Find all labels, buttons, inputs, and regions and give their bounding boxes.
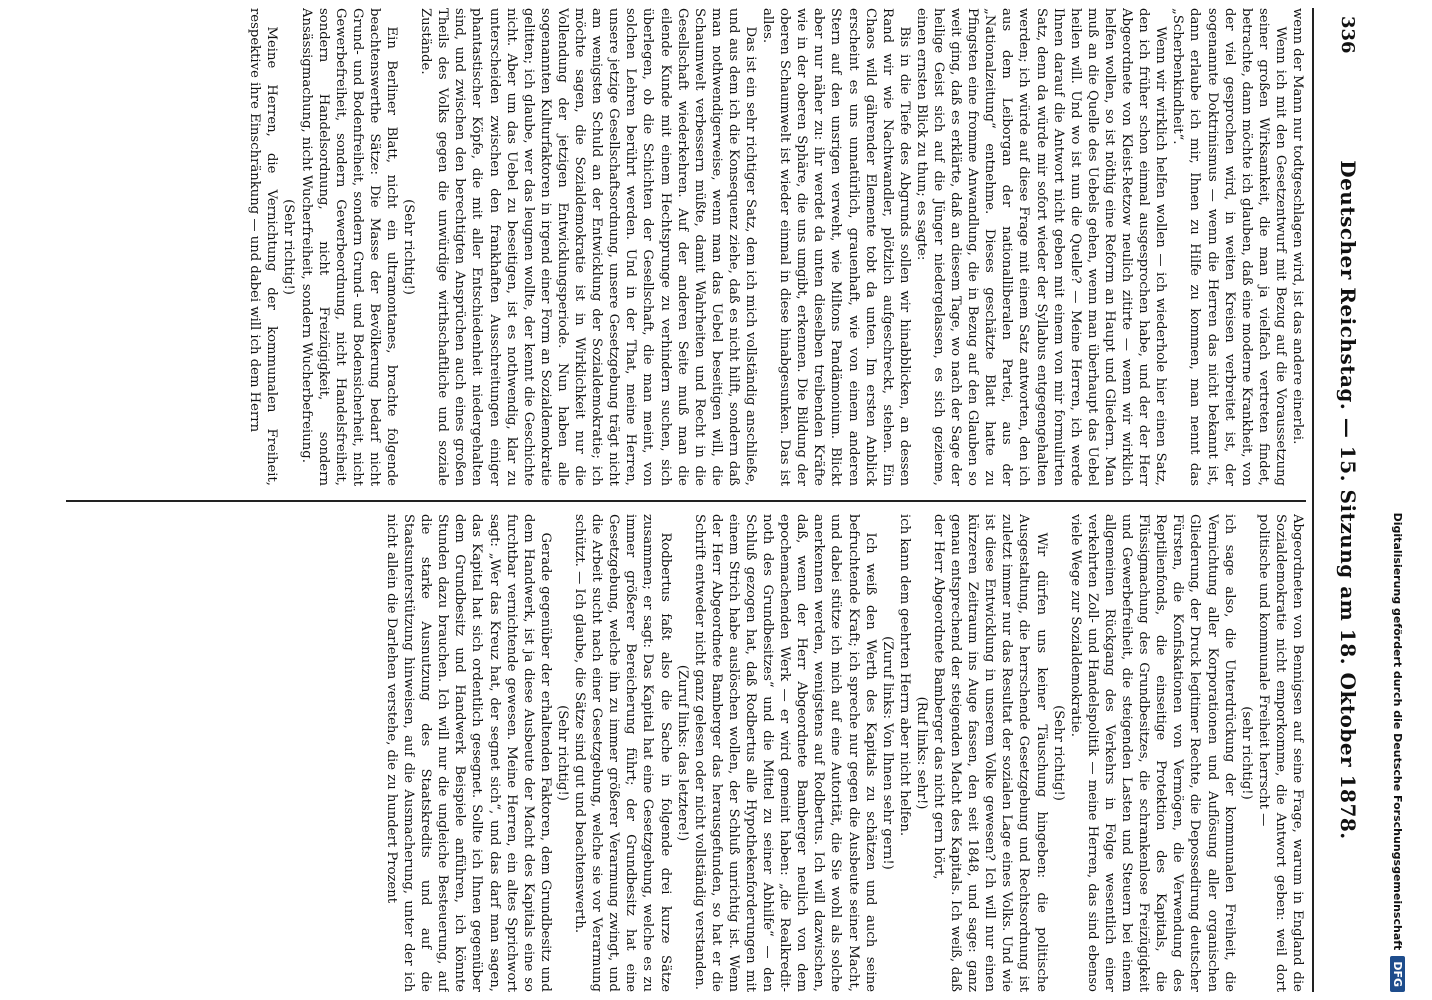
interjection: (Sehr richtig!) — [554, 705, 570, 801]
paragraph: Wir dürfen uns keiner Täuschung hingeben: die politische Ausgestaltung, die herrschende Gesetzgebung und Rechtsordnung ist zuletzt immer nur das Resultat der sozialen Lage eines Volks. Und wie ist diese Entwicklung in unserem Volke gewesen? Ich will nur einen kürzeren Zeitraum ins Auge fassen, den seit 1848, und sage: ganz genau entsprechend der steigenden Macht des Kapitals. Ich weiß, daß der Herr Abgeordnete Bamberger das nicht gern hört, — [931, 514, 1049, 992]
digitization-credit — [1388, 8, 1408, 992]
paragraph: wenn der Mann nur todtgeschlagen wird, ist das andere einerlei. — [1290, 8, 1305, 445]
running-head — [1312, 8, 1370, 992]
column-divider — [66, 500, 1306, 502]
page-title: Deutscher Reichstag. — 15. Sitzung am 18. Oktober 1878. — [1336, 160, 1360, 840]
interjection: (Sehr richtig!) — [281, 199, 297, 295]
credit-text: Digitalisierung gefördert durch die Deutsche Forschungsgemeinschaft — [1391, 512, 1405, 951]
right-column — [66, 514, 1306, 992]
paragraph: Wenn ich mit den Gesetzentwurf mit Bezug auf die Voraussetzung seiner großen Wirksamkeit, die man ja vielfach vertreten findet, betrachte, dann möchte ich glauben, daß eine moderne Krankheit, von der viel gesprochen wird, in weiten Kreisen verbreitet ist, der sogenannte Doktrinismus — wenn die Herren das nicht bekannt ist, dann erlaube ich mir, Ihnen zu Hilfe zu kommen, man nennt das „Scherbenkindheit“. — [1170, 8, 1288, 486]
paragraph: Meine Herren, die Vernichtung der kommunalen Freiheit, respektive ihre Einschränkung — und dabei will ich dem Herrn — [247, 8, 280, 486]
paragraph: Ein Berliner Blatt, nicht ein ultramontanes, brachte folgende beachtenswerthe Sätze: Die Masse der Bevölkerung bedarf nicht Grund- und Bodenfreiheit, sondern Grund- und Bodensicherheit, nicht Gewerbefreiheit, sondern Gewerbeordnung, nicht Handelsfreiheit, sondern Handelsordnung, nicht Freizügigkeit, sondern Ansässigmachung, nicht Wucherfreiheit, sondern Wucherbefreiung. — [298, 8, 400, 486]
interjection: (Ruf links: sehr!) — [913, 696, 929, 810]
left-column — [66, 8, 1306, 486]
interjection: (Zuruf links: Von Ihnen sehr gern!) — [879, 636, 895, 870]
paragraph: ich kann dem geehrten Herrn aber nicht helfen. — [896, 514, 912, 837]
paragraph: Bis in die Tiefe des Abgrunds sollen wir hinabblicken, an dessen Rand wir wie Nachtwandler, plötzlich aufgeschreckt, stehen. Ein Chaos wild gährender Elemente tobt da unten. Im ersten Anblick erscheint es uns unnatürlich, grauenhaft, wie von einem anderen Stern auf den unsrigen verweht, wie Miltons Pandämonium. Blickt aber nur näher zu: ihr werdet da unten dieselben treibenden Kräfte wie in der oberen Sphäre, die uns umgibt, erkennen. Die Bildung der oberen Schaumwelt ist wieder einmal in diese hinabgesunken. Das ist alles. — [760, 8, 912, 486]
paragraph: Das ist ein sehr richtiger Satz, dem ich mich vollständig anschließe, und aus dem ich die Konsequenz ziehe, daß es nicht hilft, sondern daß man nothwendigerweise, wenn man das Uebel beseitigen will, die Schaumwelt verbessern müßte, damit Wahrheiten und Recht in die Gesellschaft wiederkehren. Auf der anderen Seite muß man die eilende Kunde mit einem Hechtsprunge zu verhindern suchen, sich überlegen, ob die Schichten der Gesellschaft, die man meint, von solchen Lehren berührt werden. Und in der That, meine Herren, unsere jetzige Gesellschaftsordnung, unsere Gesetzgebung trägt nicht am wenigsten Schuld an der Entwicklung der Sozialdemokratie; ich möchte sagen, die Sozialdemokratie ist in Wirklichkeit nur die Vollendung der jetzigen Entwicklungsperiode. Nun haben alle sogenannten Kulturfaktoren in irgend einer Form an Sozialdemokratie gelitten; ich glaube, wer das leugnen wollte, der kennt die Geschichte nicht. Aber um das Uebel zu beseitigen, ist es nothwendig, klar zu unterscheiden zwischen den frankhaften Ausschreitungen einiger phantastischer Köpfe, die mit aller Entschiedenheit niedergehalten sind, und zwischen den berechtigten Ansprüchen auch eines großen Theils des Volks gegen die unwürdige wirthschaftliche und soziale Zustände. — [418, 8, 758, 486]
paragraph: Rodbertus faßt also die Sache in folgende drei kurze Sätze zusammen; er sagt: Das Kapital hat eine Gesetzgebung, welche es zu immer größerer Bereicherung führt; der Grundbesitz hat eine Gesetzgebung, welche ihn zu immer größerer Verarmung zwingt, und die Arbeit sucht nach einer Gesetzgebung, welche sie vor Verarmung schützt. — Ich glaube, die Sätze sind gut und beachtenswerth. — [572, 514, 673, 992]
paragraph: Ich weiß den Werth des Kapitals zu schätzen und auch seine befruchtende Kraft; ich spreche nur gegen die Ausbeute seiner Macht, und dabei stütze ich mich auf eine Autorität, die Sie wohl als solche anerkennen werden, wenigstens auf Rodbertus. Ich will dazwischen, daß, wenn der Herr Abgeordnete Bamberger neulich von dem epochemachenden Werk — er wird gemeint haben: „die Realkredit-noth des Grundbesitzes“ und die Mittel zu seiner Abhilfe“ — den Schluß gezogen hat, daß Rodbertus alle Hypothekenforderungen mit einem Strich habe auslöschen wollen, der Schluß unrichtig ist. Wenn der Herr Abgeordnete Bamberger das herausgefunden, so hat er die Schrift entweder nicht ganz gelesen oder nicht vollständig verstanden. — [691, 514, 878, 992]
document-page — [50, 8, 1370, 992]
interjection: (Sehr richtig!) — [401, 199, 417, 295]
interjection: (Sehr richtig!) — [1050, 705, 1066, 801]
page-number: 336 — [1337, 16, 1358, 54]
interjection: (sehr richtig!) — [1238, 706, 1254, 800]
text-columns — [66, 8, 1306, 992]
paragraph: ich sage also, die Unterdrückung der kommunalen Freiheit, die Vernichtung aller Korporationen und Auflösung aller organischen Gliederung, der Druck legitimer Rechte, die Depossedirung deutscher Fürsten, die Konfiskationen von Vermögen, die Verwendung des Reptilienfonds, die einseitige Protektion des Kapitals, die Flüssigmachung des Grundbesitzes, die schrankenlose Freizügigkeit und Gewerbefreiheit, die steigenden Lasten und Steuern bei einem allgemeinen Rückgang des Verkehrs in Folge wesentlich einer verkehrten Zoll- und Handelspolitik — meine Herren, das sind ebenso viele Wege zur Sozialdemokratie. — [1067, 514, 1237, 992]
paragraph: Wenn wir wirklich helfen wollen — ich wiederhole hier einen Satz, den ich früher schon einmal ausgesprochen habe, und der der Herr Abgeordnete von Kleist-Retzow neulich zitirte — wenn wir wirklich helfen wollen, so ist nöthig eine Reform an Haupt und Gliedern. Man muß an die Quelle des Uebels gehen, wenn man überhaupt das Uebel heilen will. Und wo ist nun die Quelle? — Meine Herren, ich werde Ihnen darauf die Antwort nicht geben mit einem von mir formulirten Satz, denn da würde mir sofort wieder der Syllabus entgegengehalten werden; ich würde auf diese Frage mit einem Satz antworten, den ich aus dem Leiborgan der nationalliberalen Partei, aus der „Nationalzeitung“ entnehme. Dieses geschätzte Blatt hatte zu Pfingsten eine fromme Anwandlung, die in Bezug auf den Glauben so weit ging, daß es erklärte, daß an diesem Tage, wo nach der Sage der heilige Geist sich auf die Jünger niedergelassen, es sich gezieme, einen ernsten Blick zu thun; es sagte: — [913, 8, 1169, 486]
paragraph: Abgeordneten von Bennigsen auf seine Frage, warum in England die Sozialdemokratie nicht emporkomme, die Antwort geben: weil dort politische und kommunale Freiheit herrscht — — [1255, 514, 1305, 992]
interjection: (Zuruf links: das letztere!) — [674, 664, 690, 842]
dfg-logo: DFG — [1391, 956, 1406, 992]
paragraph: Gerade gegenüber der erhaltenden Faktoren, dem Grundbesitz und dem Handwerk, ist ja diese Ausbeute der Macht des Kapitals eine so furchtbar vernichtende gewesen. Meine Herren, ein altes Sprichwort sagt: „Wer das Kreuz hat, der segnet sich“, und das darf man sagen, das Kapital hat sich ordentlich gesegnet. Sollte ich Ihnen gegenüber dem Grundbesitz und Handwerk Beispiele anführen, ich könnte Stunden dazu brauchen. Ich will nur die ungleiche Besteuerung, auf die starke Ausnutzung des Staatskredits und auf die Staatsunterstützung hinweisen, auf die Ausmacherung, unter der ich nicht allein die Darlehen verstehe, die zu hundert Prozent — [384, 514, 553, 992]
